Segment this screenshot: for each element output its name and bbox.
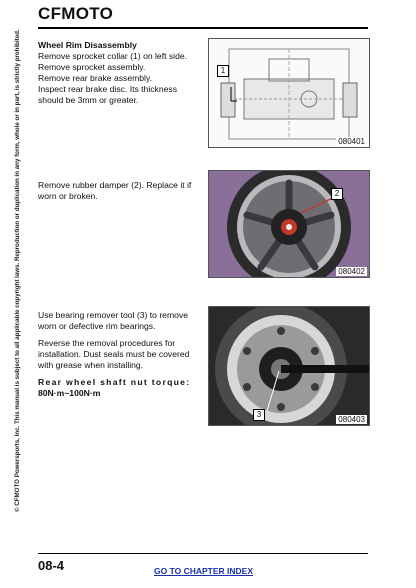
instruction-line: Remove sprocket collar (1) on left side. (38, 51, 188, 61)
instruction-line: Reverse the removal procedures for (38, 338, 176, 348)
instruction-line: worn or broken. (38, 191, 98, 201)
rear-wheel-photo (209, 171, 369, 277)
figure-rubber-damper (208, 170, 370, 278)
section-bearing-removal (38, 310, 202, 399)
figure-code: 080403 (338, 415, 365, 424)
bearing-removal-photo (209, 307, 369, 425)
header-divider (38, 27, 368, 29)
section-rubber-damper (38, 180, 198, 202)
instruction-line: Remove rear brake assembly. (38, 73, 152, 83)
hub-cross-section-drawing (209, 39, 369, 147)
instruction-line: Use bearing remover tool (3) to remove (38, 310, 188, 320)
copyright-notice: © CFMOTO Powersports, Inc. This manual is subject to all applicable copyright laws. Reproduction or duplication in any form, whole or in part, is strictly prohibited. (14, 29, 21, 512)
figure-code: 080401 (338, 137, 365, 146)
instruction-line: worn or defective rim bearings. (38, 321, 156, 331)
brand-logo-text: CFMOTO (38, 4, 114, 23)
instruction-line: Remove rubber damper (2). Replace it if (38, 180, 192, 190)
instruction-line: Inspect rear brake disc. Its thickness (38, 84, 177, 94)
callout-number: 1 (217, 65, 229, 77)
section-wheel-rim-disassembly (38, 40, 206, 106)
page-number: 08-4 (38, 558, 65, 573)
chapter-index-link[interactable]: GO TO CHAPTER INDEX (154, 566, 254, 576)
figure-bearing-remover (208, 306, 370, 426)
figure-code: 080402 (338, 267, 365, 276)
torque-spec-label: Rear wheel shaft nut torque: (38, 377, 191, 387)
callout-number: 2 (331, 188, 343, 200)
instruction-line: Remove sprocket assembly. (38, 62, 146, 72)
section-heading: Wheel Rim Disassembly (38, 40, 137, 50)
footer-divider (38, 553, 368, 554)
instruction-line: with grease when installing. (38, 360, 144, 370)
torque-spec-value: 80N·m~100N·m (38, 388, 101, 398)
figure-sprocket-collar (208, 38, 370, 148)
instruction-line: installation. Dust seals must be covered (38, 349, 190, 359)
callout-number: 3 (253, 409, 265, 421)
instruction-line: should be 3mm or greater. (38, 95, 139, 105)
